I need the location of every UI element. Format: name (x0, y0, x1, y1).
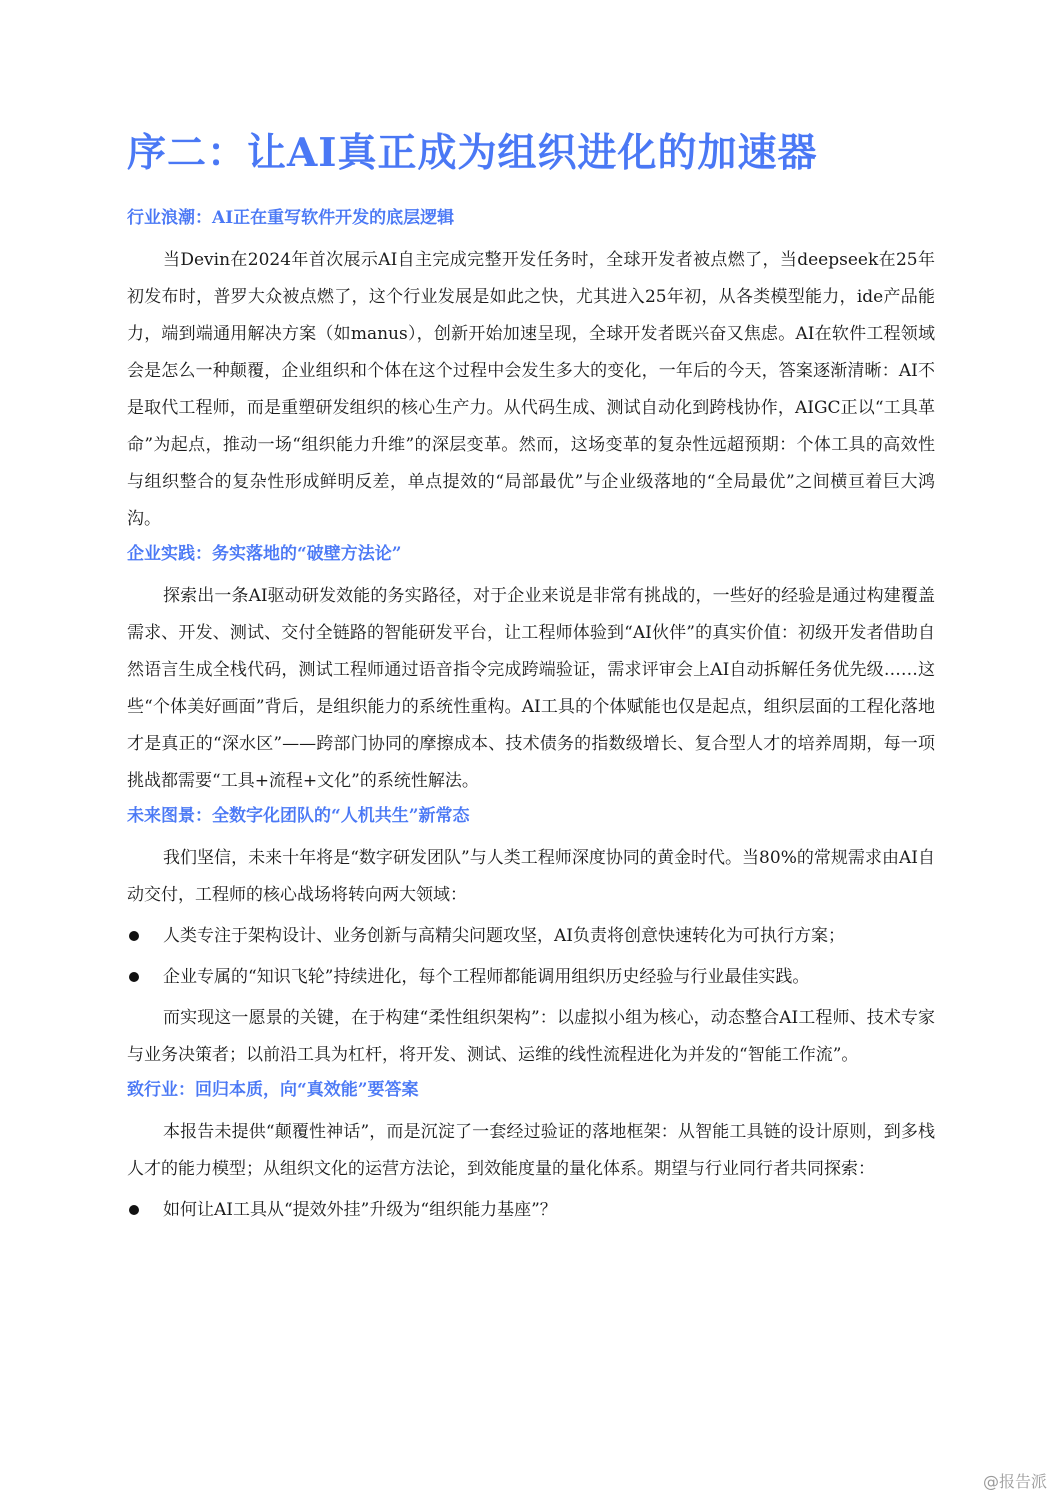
section-future-vision (127, 804, 935, 1074)
section-enterprise-practice (127, 542, 935, 800)
list-item-text: 如何让AI工具从“提效外挂”升级为“组织能力基座”？ (163, 1200, 557, 1220)
list-item (127, 1192, 935, 1229)
paragraph: 我们坚信，未来十年将是“数字研发团队”与人类工程师深度协同的黄金时代。当80%的常规需求由AI自动交付，工程师的核心战场将转向两大领域： (127, 848, 935, 905)
bullet-icon (129, 1205, 139, 1215)
paragraph: 本报告未提供“颠覆性神话”，而是沉淀了一套经过验证的落地框架：从智能工具链的设计原则，到多栈人才的能力模型；从组织文化的运营方法论，到效能度量的量化体系。期望与行业同行者共同探索： (127, 1122, 935, 1179)
section-industry-wave (127, 206, 935, 538)
watermark: @报告派 (982, 1472, 1047, 1491)
document-page (127, 128, 935, 1233)
section-heading: 致行业：回归本质，向“真效能”要答案 (127, 1080, 419, 1100)
section-to-industry (127, 1078, 935, 1229)
list-item (127, 918, 935, 955)
section-heading: 企业实践：务实落地的“破壁方法论” (127, 544, 402, 564)
list-item (127, 959, 935, 996)
list-item-text: 人类专注于架构设计、业务创新与高精尖问题攻坚，AI负责将创意快速转化为可执行方案； (163, 926, 845, 946)
paragraph: 而实现这一愿景的关键，在于构建“柔性组织架构”：以虚拟小组为核心，动态整合AI工程师、技术专家与业务决策者；以前沿工具为杠杆，将开发、测试、运维的线性流程进化为并发的“智能工作流”。 (127, 1008, 935, 1065)
paragraph: 当Devin在2024年首次展示AI自主完成完整开发任务时，全球开发者被点燃了，当deepseek在25年初发布时，普罗大众被点燃了，这个行业发展是如此之快，尤其进入25年初，从各类模型能力，ide产品能力，端到端通用解决方案（如manus），创新开始加速呈现，全球开发者既兴奋又焦虑。AI在软件工程领域会是怎么一种颠覆，企业组织和个体在这个过程中会发生多大的变化，一年后的今天，答案逐渐清晰：AI不是取代工程师，而是重塑研发组织的核心生产力。从代码生成、测试自动化到跨栈协作，AIGC正以“工具革命”为起点，推动一场“组织能力升维”的深层变革。然而，这场变革的复杂性远超预期：个体工具的高效性与组织整合的复杂性形成鲜明反差，单点提效的“局部最优”与企业级落地的“全局最优”之间横亘着巨大鸿沟。 (127, 250, 935, 529)
section-heading: 未来图景：全数字化团队的“人机共生”新常态 (127, 806, 470, 826)
bullet-icon (129, 972, 139, 982)
paragraph: 探索出一条AI驱动研发效能的务实路径，对于企业来说是非常有挑战的，一些好的经验是通过构建覆盖需求、开发、测试、交付全链路的智能研发平台，让工程师体验到“AI伙伴”的真实价值：初级开发者借助自然语言生成全栈代码，测试工程师通过语音指令完成跨端验证，需求评审会上AI自动拆解任务优先级……这些“个体美好画面”背后，是组织能力的系统性重构。AI工具的个体赋能也仅是起点，组织层面的工程化落地才是真正的“深水区”——跨部门协同的摩擦成本、技术债务的指数级增长、复合型人才的培养周期，每一项挑战都需要“工具+流程+文化”的系统性解法。 (127, 586, 935, 791)
bullet-icon (129, 931, 139, 941)
section-heading: 行业浪潮：AI正在重写软件开发的底层逻辑 (127, 208, 455, 228)
list-item-text: 企业专属的“知识飞轮”持续进化，每个工程师都能调用组织历史经验与行业最佳实践。 (163, 967, 810, 987)
page-title: 序二：让AI真正成为组织进化的加速器 (127, 130, 818, 176)
